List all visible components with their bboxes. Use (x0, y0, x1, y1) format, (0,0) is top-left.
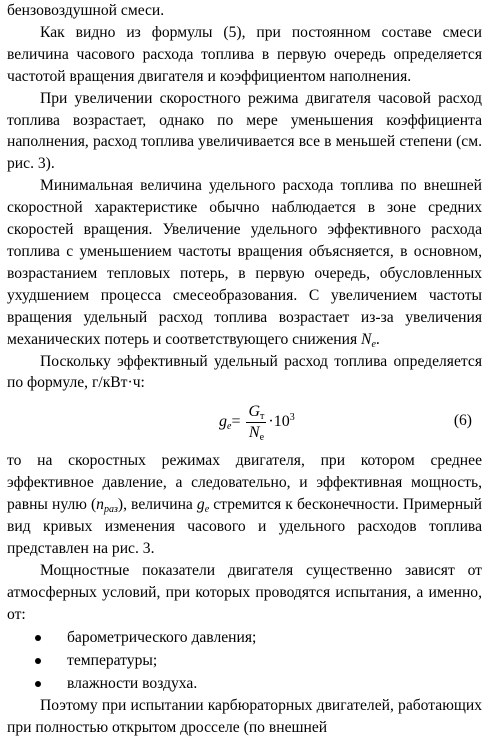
variable-n-raz: $n_{раз}$ (96, 496, 118, 516)
formula-denominator: $N_e$ (248, 423, 265, 443)
paragraph-formula-intro: Поскольку эффективный удельный расход топлива определяется по формуле, г/кВт·ч: (7, 352, 482, 392)
conditions-list (7, 626, 482, 696)
variable-ne: $N_e$ (361, 330, 376, 350)
bullet-icon (35, 635, 41, 641)
paragraph-atmospheric-conditions: Мощностные показатели двигателя существенно зависят от атмосферных условий, при которых проводятся испытания, а именно, от: (7, 561, 482, 623)
bullet-icon (35, 681, 41, 687)
paragraph-specific-consumption: Минимальная величина удельного расхода топлива по внешней скоростной характеристике обычно наблюдается в зоне средних скоростей вращения. Увеличение удельного эффективного расхода топлива с уменьшением частоты вращения объясняется, в основном, возрастанием тепловых потерь, в первую очередь, обусловленных ухудшением процесса смесеобразования. С увеличением частоты вращения удельный расход топлива возрастает из-за увеличения механических потерь и соответствующего снижения $N_e$. (7, 177, 482, 350)
paragraph-continuation: бензовоздушной смеси. (7, 2, 165, 19)
formula-lhs: $g_e$ (219, 413, 232, 433)
paragraph-testing: Поэтому при испытании карбюраторных двигателей, работающих при полностью открытом дросселе (по внешней (7, 697, 482, 737)
formula-expression (219, 400, 295, 444)
list-item: влажности воздуха. (7, 672, 482, 695)
formula-equals: = (231, 413, 241, 431)
list-item: барометрического давления; (7, 626, 482, 649)
variable-ge: $g_e$ (196, 496, 210, 516)
formula-fraction (246, 403, 266, 442)
formula-multiplier: $\cdot 10^3$ (268, 412, 295, 431)
equation-number: (6) (453, 412, 472, 430)
paragraph-formula-5-note: Как видно из формулы (5), при постоянном составе смеси величина часового расхода топлива в первую очередь определяется частотой вращения двигателя и коэффициентом наполнения. (7, 23, 482, 85)
paragraph-text: Минимальная величина удельного расхода топлива по внешней скоростной характеристике обычно наблюдается в зоне средних скоростей вращения. Увеличение удельного эффективного расхода топлива с уменьшением частоты вращения объясняется, в основном, возрастанием тепловых потерь, в первую очередь, обусловленных ухудшением процесса смесеобразования. С увеличением частоты вращения удельный расход топлива возрастает из-за увеличения механических потерь и соответствующего снижения (7, 177, 482, 348)
list-item: температуры; (7, 649, 482, 672)
paragraph-formula-explanation: то на скоростных режимах двигателя, при котором среднее эффективное давление, а следовательно, и эффективная мощность, равны нулю $(n_{раз})$, величина $g_e$ стремится к бесконечности. Примерный вид кривых изменения часового и удельного расходов топлива представлен на рис. 3. (7, 452, 482, 557)
formula-numerator: $G_т$ (248, 402, 265, 422)
bullet-icon (35, 658, 41, 664)
formula-6 (7, 396, 482, 446)
paragraph-hourly-consumption: При увеличении скоростного режима двигателя часовой расход топлива возрастает, однако по мере уменьшения коэффициента наполнения, расход топлива увеличивается все в меньшей степени (см. рис. 3). (7, 89, 482, 173)
